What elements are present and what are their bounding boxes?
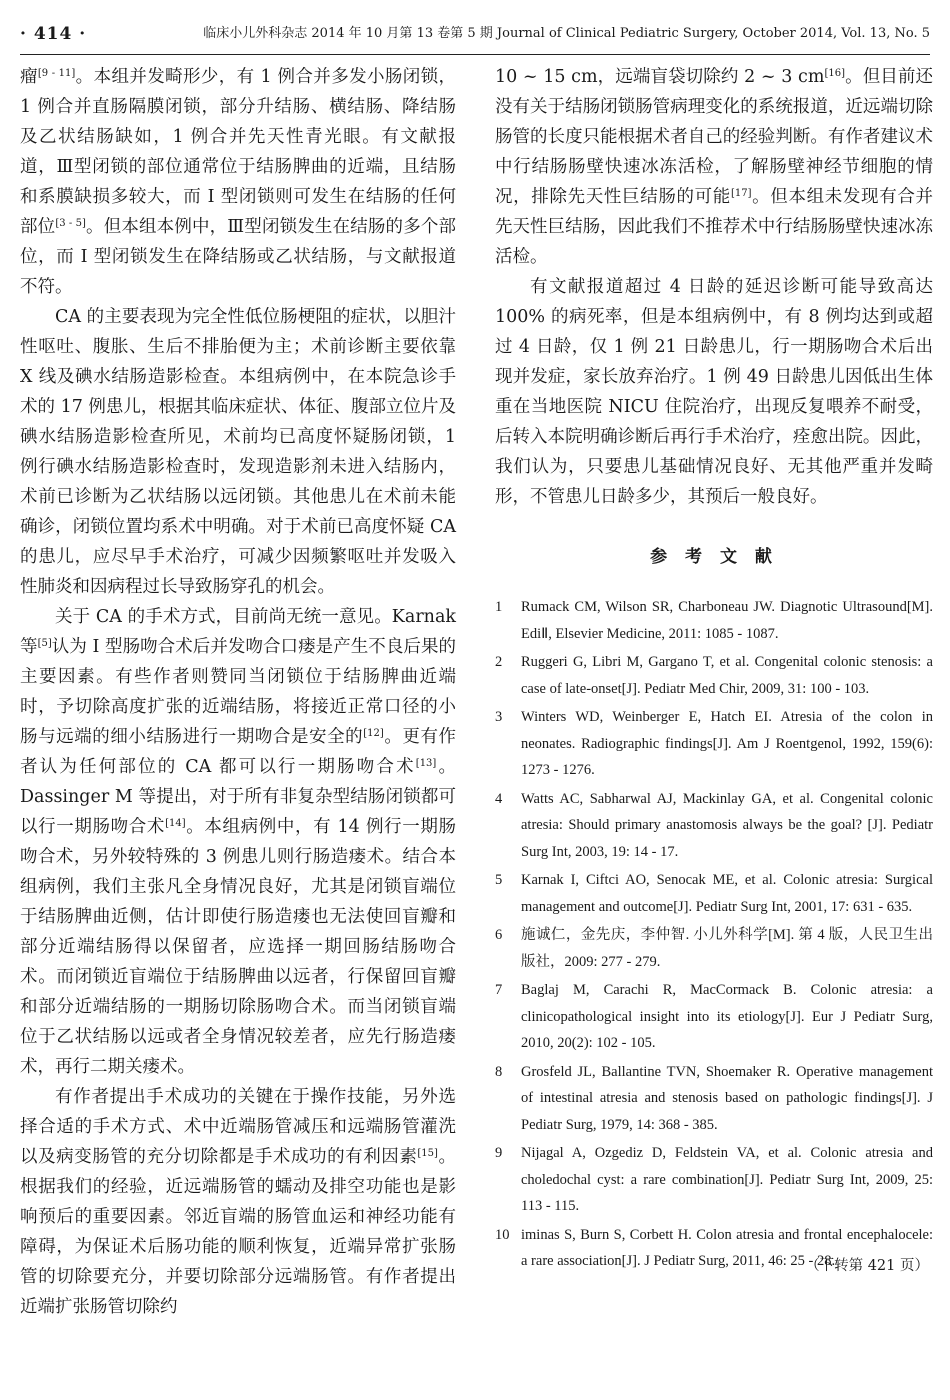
reference-text: Rumack CM, Wilson SR, Charboneau JW. Diagnotic Ultrasound[M]. EdiⅡ, Elsevier Medicine, 2011: 1085 - 1087.	[521, 599, 933, 642]
citation: [14]	[165, 818, 186, 829]
reference-item	[495, 704, 933, 784]
reference-item	[495, 977, 933, 1057]
citation: [17]	[730, 188, 752, 199]
reference-item	[495, 786, 933, 866]
reference-number: 8	[495, 1063, 503, 1080]
reference-number: 10	[495, 1226, 510, 1243]
page-number: · 414 ·	[20, 24, 87, 44]
reference-number: 5	[495, 872, 503, 888]
left-column	[20, 62, 456, 1322]
reference-number: 6	[495, 927, 503, 943]
reference-item	[495, 1140, 933, 1220]
reference-number: 7	[495, 982, 503, 998]
running-header	[20, 22, 930, 55]
reference-text: Karnak I, Ciftci AO, Senocak ME, et al. Colonic atresia: Surgical management and outcome[J]. Pediatr Surg Int, 2001, 17: 631 - 635.	[521, 872, 933, 915]
reference-number: 1	[495, 599, 503, 615]
paragraph: CA 的主要表现为完全性低位肠梗阻的症状，以胆汁性呕吐、腹胀、生后不排胎便为主；术前诊断主要依靠 X 线及碘水结肠造影检查。本组病例中，在本院急诊手术的 17 例患儿，根据其临床症状、体征、腹部立位片及碘水结肠造影检查所见，术前均已高度怀疑肠闭锁，1 例行碘水结肠造影检查时，发现造影剂未进入结肠内，术前已诊断为乙状结肠以远闭锁。其他患儿在术前未能确诊，闭锁位置均系术中明确。对于术前已高度怀疑 CA 的患儿，应尽早手术治疗，可减少因频繁呕吐并发吸入性肺炎和因病程过长导致肠穿孔的机会。	[20, 307, 456, 597]
reference-text: Grosfeld JL, Ballantine TVN, Shoemaker R. Operative management of intestinal atresia and stenosis based on pathologic findings[J]. J Pediatr Surg, 1979, 14: 368 - 385.	[521, 1063, 933, 1133]
continued-note: （下转第 421 页）	[805, 1257, 929, 1274]
paragraph: 10 ~ 15 cm，远端盲袋切除约 2 ~ 3 cm[16]。但目前还没有关于结肠闭锁肠管病理变化的系统报道，近远端切除肠管的长度只能根据术者自己的经验判断。有作者建议术中行结肠肠壁快速冰冻活检，了解肠壁神经节细胞的情况，排除先天性巨结肠的可能[17]。但本组未发现有合并先天性巨结肠，因此我们不推荐术中行结肠肠壁快速冰冻活检。	[495, 67, 934, 267]
reference-text: Winters WD, Weinberger E, Hatch EI. Atresia of the colon in neonates. Radiographic findings[J]. Am J Roentgenol, 1992, 159(6): 1273 - 1276.	[521, 709, 933, 778]
reference-item	[495, 867, 933, 920]
citation: [16]	[824, 68, 845, 79]
reference-number: 4	[495, 790, 503, 807]
citation: [9 - 11]	[37, 68, 76, 79]
reference-text: Ruggeri G, Libri M, Gargano T, et al. Congenital colonic stenosis: a case of late-onset[J]. Pediatr Med Chir, 2009, 31: 100 - 103.	[521, 654, 933, 697]
citation: [5]	[37, 638, 52, 649]
reference-list	[495, 594, 933, 1275]
reference-item	[495, 649, 933, 702]
journal-citation: 临床小儿外科杂志 2014 年 10 月第 13 卷第 5 期 Journal of Clinical Pediatric Surgery, October 2014, Vol. 13, No. 5	[203, 26, 930, 41]
reference-text: 施诚仁，金先庆，李仲智. 小儿外科学[M]. 第 4 版，人民卫生出版社，2009: 277 - 279.	[521, 927, 933, 970]
reference-number: 9	[495, 1145, 503, 1161]
paragraph: 关于 CA 的手术方式，目前尚无统一意见。Karnak 等[5]认为 I 型肠吻合术后并发吻合口瘘是产生不良后果的主要因素。有些作者则赞同当闭锁位于结肠脾曲近端时，予切除高度扩张的近端结肠，将接近正常口径的小肠与远端的细小结肠进行一期吻合是安全的[12]。更有作者认为任何部位的 CA 都可以行一期肠吻合术[13]。Dassinger M 等提出，对于所有非复杂型结肠闭锁都可以行一期肠吻合术[14]。本组病例中，有 14 例行一期肠吻合术，另外较特殊的 3 例患儿则行肠造瘘术。结合本组病例，我们主张凡全身情况良好，尤其是闭锁盲端位于结肠脾曲近侧，估计即使行肠造瘘也无法使回盲瓣和部分近端结肠得以保留者，应选择一期回肠结肠吻合术。而闭锁近盲端位于结肠脾曲以远者，行保留回盲瓣和部分近端结肠的一期肠切除肠吻合术。而当闭锁盲端位于乙状结肠以远或者全身情况较差者，应先行肠造瘘术，再行二期关瘘术。	[20, 607, 457, 1077]
reference-text: Watts AC, Sabharwal AJ, Mackinlay GA, et al. Congenital colonic atresia: Should primary anastomosis always be the goal? [J]. Pediatr Surg Int, 2003, 19: 14 - 17.	[521, 790, 933, 860]
paragraph: 有作者提出手术成功的关键在于操作技能，另外选择合适的手术方式、术中近端肠管减压和远端肠管灌洗以及病变肠管的充分切除都是手术成功的有利因素[15]。根据我们的经验，近远端肠管的蠕动及排空功能也是影响预后的重要因素。邻近盲端的肠管血运和神经功能有障碍，为保证术后肠功能的顺利恢复，近端异常扩张肠管的切除要充分，并要切除部分远端肠管。有作者提出近端扩张肠管切除约	[20, 1087, 457, 1317]
reference-number: 3	[495, 709, 503, 725]
references-heading: 参 考 文 献	[650, 547, 778, 567]
paragraph: 瘤[9 - 11]。本组并发畸形少，有 1 例合并多发小肠闭锁，1 例合并直肠隔膜闭锁，部分升结肠、横结肠、降结肠及乙状结肠缺如，1 例合并先天性青光眼。有文献报道，Ⅲ型闭锁的部位通常位于结肠脾曲的近端，且结肠和系膜缺损多较大，而 I 型闭锁则可发生在结肠的任何部位[3 - 5]。但本组本例中，Ⅲ型闭锁发生在结肠的多个部位，而 I 型闭锁发生在降结肠或乙状结肠，与文献报道不符。	[20, 67, 457, 297]
citation: [3 - 5]	[55, 218, 86, 229]
reference-item	[495, 594, 933, 647]
reference-text: Baglaj M, Carachi R, MacCormack B. Colonic atresia: a clinicopathological insight into its etiology[J]. Eur J Pediatr Surg, 2010, 20(2): 102 - 105.	[521, 982, 933, 1051]
citation: [12]	[363, 728, 384, 739]
reference-item	[495, 1059, 933, 1139]
reference-text: Nijagal A, Ozgediz D, Feldstein VA, et al. Colonic atresia and choledochal cyst: a rare combination[J]. Pediatr Surg Int, 2009, 25: 113 - 115.	[521, 1145, 933, 1214]
reference-item	[495, 922, 933, 975]
reference-text: iminas S, Burn S, Corbett H. Colon atresia and frontal encephalocele: a rare association[J]. J Pediatr Surg, 2011, 46: 25 - 28.	[521, 1226, 933, 1269]
right-column	[495, 62, 933, 1281]
paragraph: 有文献报道超过 4 日龄的延迟诊断可能导致高达 100% 的病死率，但是本组病例中，有 8 例均达到或超过 4 日龄，仅 1 例 21 日龄患儿，行一期肠吻合术后出现并发症，家长放弃治疗。1 例 49 日龄患儿因低出生体重在当地医院 NICU 住院治疗，出现反复喂养不耐受，后转入本院明确诊断后再行手术治疗，痊愈出院。因此，我们认为，只要患儿基础情况良好、无其他严重并发畸形，不管患儿日龄多少，其预后一般良好。	[495, 277, 933, 507]
citation: [13]	[415, 758, 437, 769]
citation: [15]	[417, 1148, 438, 1159]
reference-number: 2	[495, 654, 503, 670]
